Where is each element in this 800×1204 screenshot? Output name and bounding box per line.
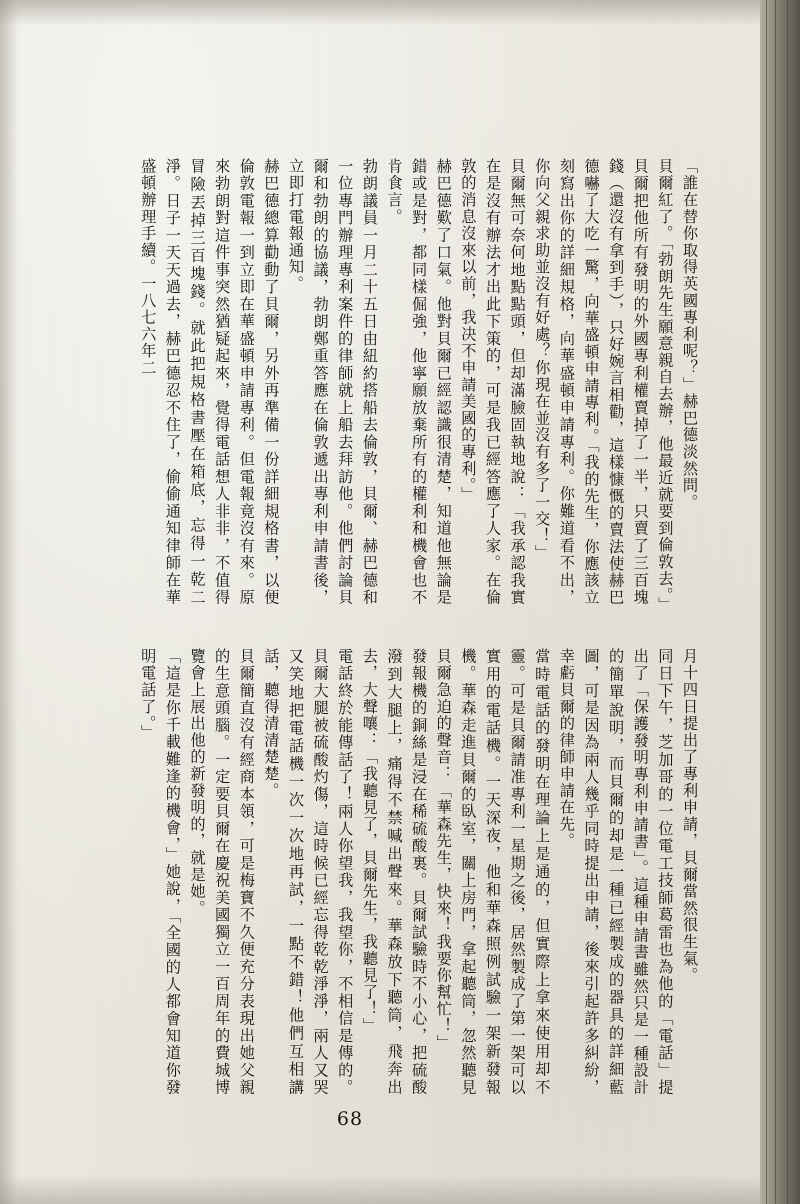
gutter-line-2 [775, 0, 776, 1204]
paragraph: 電話終於能傳話了！兩人你望我，我望你，不相信是傳的。貝爾大腿被硫酸灼傷，這時候已經忘得乾乾淨淨，兩人又哭又笑地把電話機一次一次地再試，一點不錯！他們互相講話，聽得清清楚楚。 [262, 648, 355, 1096]
page-bottom-shadow [0, 1174, 760, 1204]
paragraph: 貝爾無可奈何地點點頭，但却滿臉固執地說：「我承認我實在是沒有辦法才出此下策的，可是我已經答應了人家。在倫敦的消息沒來以前，我决不申請美國的專利。」 [459, 158, 527, 606]
paragraph: 同日下午，芝加哥的一位電工技師葛雷也為他的「電話」提出了「保護發明專利申請書」。這種申請書雖然只是一種設計的簡單說明，而貝爾的却是一種已經製成的器具的詳細藍圖，可是因為兩人幾乎同時提出申請，後來引起許多糾紛，幸虧貝爾的律師申請在先。 [557, 648, 675, 1096]
paragraph: 當時電話的發明在理論上是通的，但實際上拿來使用却不靈。可是貝爾請准專利一星期之後，居然製成了第一架可以實用的電話機。一天深夜，他和華森照例試驗一架新發報機。華森走進貝爾的臥室，關上房門，拿起聽筒，忽然聽見貝爾急迫的聲音：「華森先生，快來！我要你幫忙！」 [434, 648, 552, 1096]
paragraph: 貝爾紅了。「勃朗先生願意親自去辦，他最近就要到倫敦去。」 [656, 158, 675, 614]
paragraph: 貝爾簡直沒有經商本領，可是梅寶不久便充分表現出她父親的生意頭腦。一定要貝爾在慶祝美國獨立一百周年的費城博覽會上展出他的新發明的，就是她。 [188, 648, 256, 1096]
book-gutter-edge [760, 0, 800, 1204]
text-block-upper [62, 158, 702, 614]
paragraph: 「這是你千載難逢的機會，」她說，「全國的人都會知道你發明電話了。」 [139, 648, 182, 1096]
paragraph: 貝爾把他所有發明的外國專利權賣掉了一半，只賣了三百塊錢（還沒有拿到手），只好婉言相勸，這樣慷慨的賣法使赫巴德嚇了大吃一驚，向華盛頓申請專利。「我的先生，你應該立刻寫出你的詳細規格，向華盛頓申請專利。你難道看不出，你向父親求助並沒有好處？你現在並沒有多了一交！」 [533, 158, 650, 606]
paragraph: 月十四日提出了專利申請，貝爾當然很生氣。 [681, 648, 699, 984]
paragraph: 赫巴德總算勸動了貝爾，另外再準備一份詳細規格書，以便倫敦電報一到立即在華盛頓申請專利。但電報竟沒有來。原來勃朗對這件事突然猶疑起來，覺得電話想人非非，不值得冒險丟掉三百塊錢。就此把規格書壓在箱底，忘得一乾二淨。日子一天天過去，赫巴德忍不住了，偷偷通知律師在華盛頓辦理手續。一八七六年二 [139, 158, 281, 606]
page-left-shadow [0, 0, 18, 1204]
paragraph: 赫巴德歎了口氣。他對貝爾已經認識很清楚，知道他無論是錯或是對，都同樣倔強，他寧願放棄所有的權利和機會也不肯食言。 [385, 158, 453, 606]
paragraph: 勃朗議員一月二十五日由紐約搭船去倫敦，貝爾、赫巴德和一位專門辦理專利案件的律師就上船去拜訪他。他們討論貝爾和勃朗的協議，勃朗鄭重答應在倫敦遞出專利申請書後，立即打電報通知。 [287, 158, 379, 606]
page-top-shadow [0, 0, 760, 26]
text-block-lower [62, 648, 702, 1096]
gutter-line-3 [787, 0, 788, 1204]
gutter-line-1 [766, 0, 767, 1204]
paragraph: 發報機的銅絲是浸在稀硫酸裏。貝爾試驗時不小心，把硫酸潑到大腿上，痛得不禁喊出聲來。華森放下聽筒，飛奔出去，大聲嚷：「我聽見了，貝爾先生，我聽見了！」 [360, 648, 429, 1096]
page-number: 68 [336, 1108, 364, 1130]
paragraph: 「誰在替你取得英國專利呢？」赫巴德淡然問。 [681, 158, 699, 511]
